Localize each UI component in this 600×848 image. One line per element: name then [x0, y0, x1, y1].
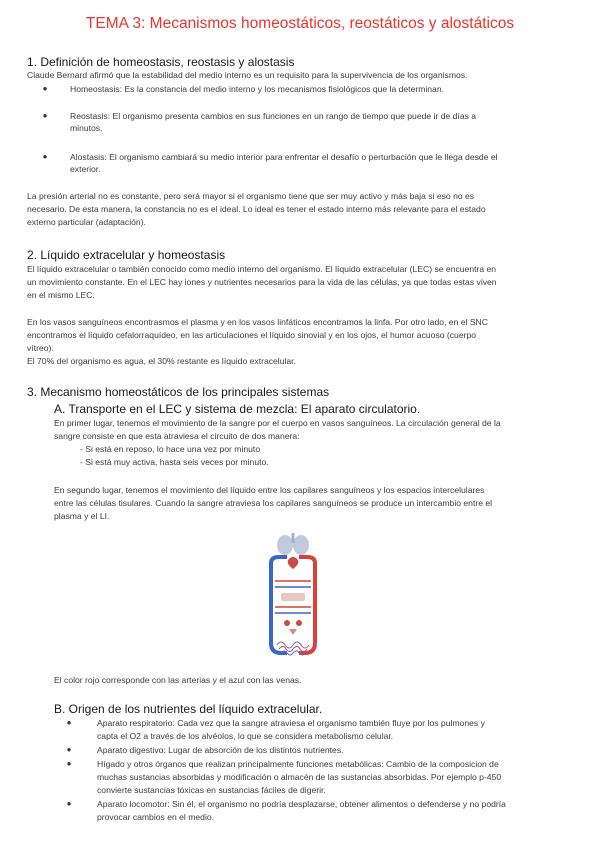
bullet-higado-l1: Hígado y otros órganos que realizan principalmente funciones metabólicas: Cambio de la composicion de — [97, 759, 499, 769]
bullet-dot: ● — [42, 84, 48, 93]
bullet-dot: ● — [42, 111, 48, 120]
bullet-higado-l3: convierte sustancias tóxicas en sustancias fáciles de digerir. — [97, 785, 326, 795]
bullet-homeostasis: Homeostasis: Es la constancia del medio interno y los mecanismos fisiológicos que la determinan. — [70, 84, 445, 94]
section-2-heading: 2. Líquido extracelular y homeostasis — [27, 248, 226, 262]
subsection-a-heading: A. Transporte en el LEC y sistema de mezcla: El aparato circulatorio. — [54, 402, 421, 416]
section-1-para-l3: externo particular (adaptación). — [27, 217, 146, 227]
bullet-higado-l2: muchas sustancias absorbidas y modificación o almacén de las sustancias absorbidas. Por ejemplo p-450 — [97, 772, 502, 782]
bullet-dot: ● — [66, 745, 72, 754]
bullet-dot: ● — [66, 718, 72, 727]
bullet-reostasis-l1: Reostasis: El organismo presenta cambios en sus funciones en un rango de tiempo que puede ir de días a — [70, 111, 477, 121]
bullet-alostasis-l2: exterior. — [70, 164, 101, 174]
section-2-p1-l2: un movimiento constante. En el LEC hay iones y nutrientes necesarios para la vida de las células, ya que todas estas viven — [27, 277, 497, 287]
subsection-b-heading: B. Origen de los nutrientes del líquido extracelular. — [54, 702, 323, 716]
bullet-locomotor-l2: provocar cambios en el medio. — [97, 812, 215, 822]
section-2-p2-l2: encontramos el líquido cefalorraquídeo, en las articulaciones el líquido sinovial y en los ojos, el humor acuoso (cuerpo — [27, 330, 477, 340]
subsection-a-p1-l1: En primer lugar, tenemos el movimiento de la sangre por el cuerpo en vasos sanguíneos. La circulación general de la — [54, 418, 501, 428]
subsection-a-p2-l3: plasma y el LI. — [54, 511, 110, 521]
subsection-a-p1-l2: sangre consiste en que esta atraviesa el circuito de dos manera: — [54, 431, 300, 441]
section-2-p1-l3: en el mismo LEC. — [27, 290, 95, 300]
figure-caption: El color rojo corresponde con las arterias y el azul con las venas. — [54, 675, 302, 685]
heart — [288, 557, 299, 569]
bullet-dot: ● — [66, 759, 72, 768]
section-3-heading: 3. Mecanismo homeostáticos de los principales sistemas — [27, 385, 330, 399]
section-1-intro: Claude Bernard afirmó que la estabilidad del medio interno es un requisito para la supervivencia de los organismos. — [27, 70, 468, 80]
section-1-heading: 1. Definición de homeostasis, reostasis y alostasis — [27, 55, 295, 69]
artery-loop — [299, 563, 315, 653]
lungs — [277, 533, 309, 555]
bullet-respiratorio-l2: capta el O2 a través de los alvéolos, lo que se considera metabolismo celular. — [97, 731, 394, 741]
section-1-para-l2: necesario. De esta manera, la constancia no es el ideal. Lo ideal es tener el estado interno más relevante para el estado — [27, 204, 486, 214]
section-2-p2-l3: vítreo). — [27, 343, 54, 353]
subsection-a-p2-l1: En segundo lugar, tenemos el movimiento del líquido entre los capilares sanguíneos y los espacios intercelulares — [54, 485, 485, 495]
bullet-reostasis-l2: minutos. — [70, 123, 103, 133]
bullet-locomotor-l1: Aparato locomotor: Sin él, el organismo no podría desplazarse, obtener alimentos o defenderse y no podría — [97, 799, 506, 809]
dash-item-activa: - Si está muy activa, hasta seis veces por minuto. — [80, 457, 269, 467]
section-2-p1-l1: El líquido extracelular o también conocido como medio interno del organismo. El líquido extracelular (LEC) se encuentra en — [27, 264, 497, 274]
page-title: TEMA 3: Mecanismos homeostáticos, reostáticos y alostáticos — [85, 15, 515, 32]
bullet-digestivo: Aparato digestivo: Lugar de absorción de los distintos nutrientes. — [97, 745, 344, 755]
bullet-dot: ● — [66, 799, 72, 808]
section-2-p2-l4: El 70% del organismo es agua, el 30% restante es líquido extracelular. — [27, 356, 296, 366]
vein-loop — [271, 563, 287, 653]
bullet-respiratorio-l1: Aparato respiratorio: Cada vez que la sangre atraviesa el organismo también fluye por los pulmones y — [97, 718, 485, 728]
kidney-left — [284, 620, 290, 626]
kidney-right — [296, 620, 302, 626]
circulation-diagram — [261, 531, 325, 663]
section-1-para-l1: La presión arterial no es constante, pero será mayor si el organismo tiene que ser muy activo y más baja si eso no es — [27, 191, 475, 201]
bullet-dot: ● — [42, 152, 48, 161]
bullet-alostasis-l1: Alostasis: El organismo cambiará su medio interior para enfrentar el desafío o perturbación que le llega desde el — [70, 152, 498, 162]
section-2-p2-l1: En los vasos sanguíneos encontrasmos el plasma y en los vasos linfáticos encontramos la linfa. Por otro lado, en el SNC — [27, 317, 488, 327]
subsection-a-p2-l2: entre las células tisulares. Cuando la sangre atraviesa los capilares sanguíneos se produce un intercambio entre el — [54, 498, 493, 508]
organ-box — [281, 593, 305, 601]
dash-item-reposo: - Si está en reposo, lo hace una vez por minuto — [80, 444, 261, 454]
